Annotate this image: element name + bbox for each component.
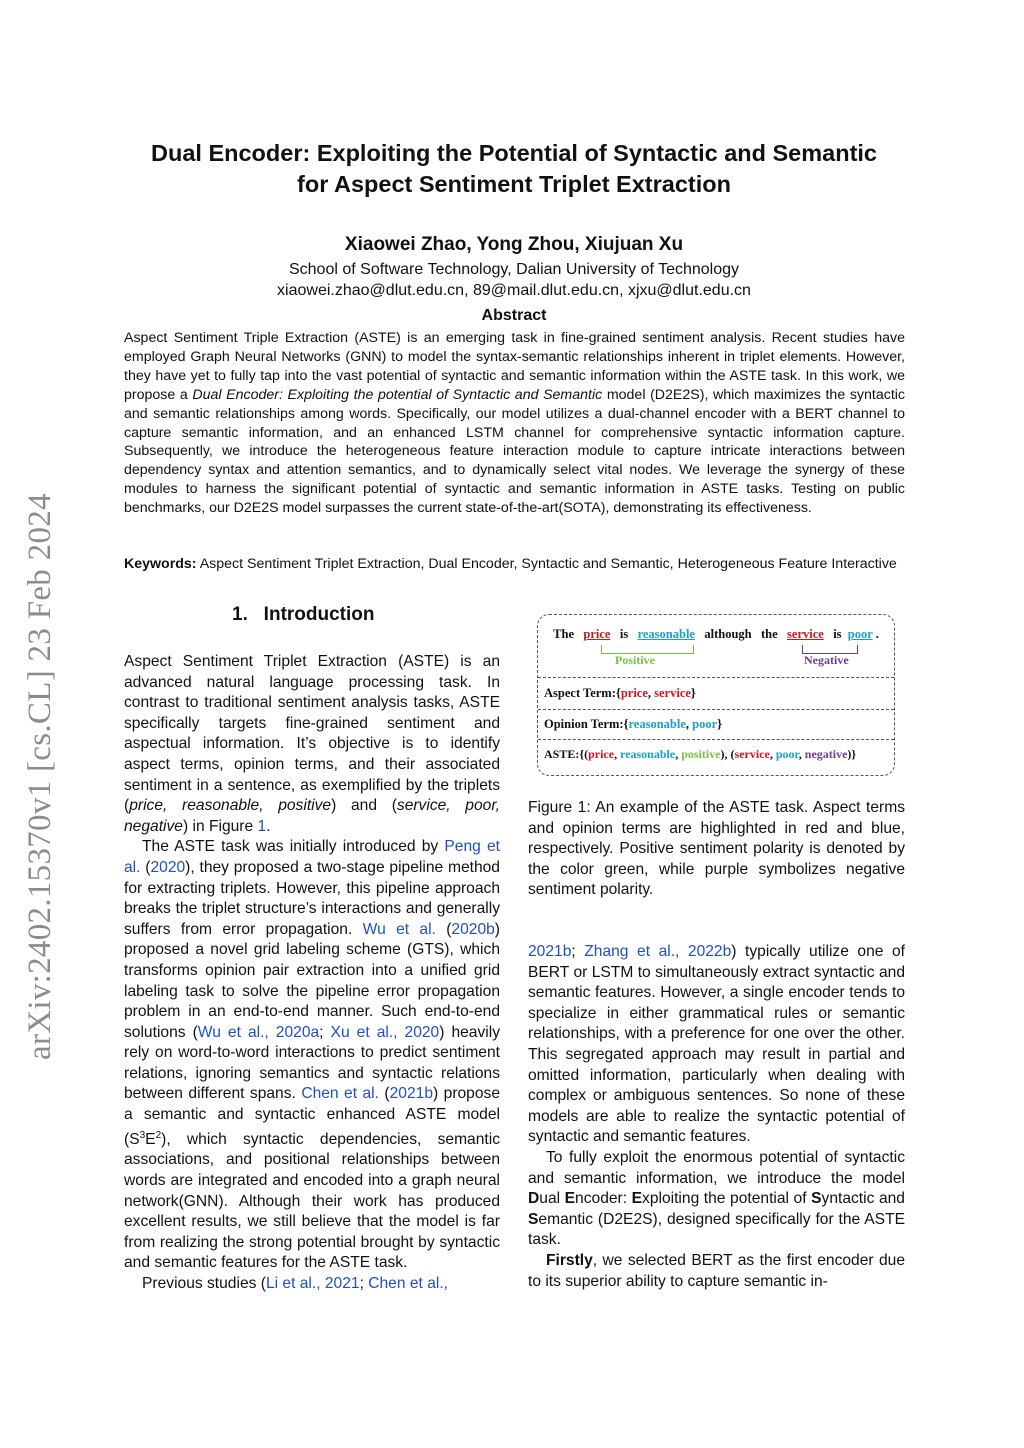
affiliation: School of Software Technology, Dalian University of Technology — [288, 261, 740, 278]
abstract-heading: Abstract — [481, 307, 547, 324]
citation-link[interactable]: Wu et al. — [362, 920, 436, 938]
opinion-word-reasonable: reasonable — [637, 627, 695, 641]
abstract-text: model (D2E2S), which maximizes the syntactic and semantic relationships among words. Specifically, our model utilizes a dual-channel encoder with a BERT channel to capture semantic information, and an enhanced LSTM channel for comprehensive syntactic information capture. Subsequently, we introduce the heterogeneous feature interaction module to capture intricate interactions between dependency syntax and attention semantics, and to dynamically select vital nodes. We leverage the synergy of these modules to harness the significant potential of syntactic and semantic information in ASTE tasks. Testing on public benchmarks, our D2E2S model surpasses the current state-of-the-art(SOTA), demonstrating its effectiveness. — [124, 386, 906, 517]
abstract-body — [124, 329, 905, 518]
citation-link[interactable]: Chen et al., — [368, 1275, 449, 1292]
title-line-1: Dual Encoder: Exploiting the Potential of Syntactic and Semantic — [151, 140, 877, 166]
figure-ref-link[interactable]: 1 — [257, 817, 267, 835]
aspect-word-service: service — [787, 627, 824, 641]
paragraph: Previous studies (Li et al., 2021; Chen et al., — [142, 1275, 449, 1292]
abstract-text: Aspect Sentiment Triple Extraction (ASTE) is an emerging task in fine-grained sentiment analysis. Recent studies have employed Graph Neural Networks (GNN) to model the syntax-semantic relationships inherent in triplet elements. However, they have yet to fully tap into the vast potential of syntactic and semantic information within the ASTE task. In this work, we propose a — [124, 330, 905, 403]
citation-link[interactable]: Li et al., 2021 — [265, 1275, 360, 1292]
abstract-model-name: Dual Encoder: Exploiting the potential of Syntactic and Semantic — [192, 386, 603, 403]
paragraph: To fully exploit the enormous potential of syntactic and semantic information, we introduce the model Dual Encoder: Exploiting the potential of Syntactic and Semantic (D2E2S), designed specifically for the ASTE task. — [528, 1148, 905, 1249]
aspect-term-row: Aspect Term:{price, service} — [544, 686, 696, 700]
citation-link[interactable]: Xu et al., 2020 — [330, 1023, 440, 1041]
figure-1-box — [537, 614, 895, 776]
figure-divider — [538, 677, 894, 678]
citation-link[interactable]: Wu et al., 2020a — [197, 1023, 320, 1041]
paragraph: The ASTE task was initially introduced by Peng et al. (2020), they proposed a two-stage pipeline method for extracting triplets. However, this pipeline approach breaks the triplet structure’s interactions and generally suffers from error propagation. Wu et al. (2020b) proposed a novel grid labeling scheme (GTS), which transforms opinion pair extraction into a unified grid labeling task to solve the pipeline error propagation problem in an end-to-end manner. Such end-to-end solutions (Wu et al., 2020a; Xu et al., 2020) heavily rely on word-to-word interactions to predict sentiment relations, ignoring semantics and syntactic relations between different spans. Chen et al. (2021b) propose a semantic and syntactic enhanced ASTE model $(S^3E^2)$, which syntactic dependencies, semantic associations, and positional relationships between words are integrated and encoded into a graph neural network(GNN). Although their work has produced excellent results, we still believe that the model is far from realizing the strong potential brought by syntactic and semantic features for the ASTE task. — [124, 838, 500, 1272]
affiliation-block — [100, 259, 928, 301]
opinion-word-poor: poor — [847, 627, 873, 641]
keywords-text: Aspect Sentiment Triplet Extraction, Dual Encoder, Syntactic and Semantic, Heterogeneous Feature Interactive — [196, 556, 897, 572]
example-sentence: The price is reasonable although the service is poor . — [553, 627, 879, 641]
keywords — [124, 555, 905, 574]
citation-link[interactable]: Chen et al. — [301, 1085, 379, 1103]
figure-divider — [538, 739, 894, 740]
citation-link[interactable]: 2020b — [451, 920, 495, 938]
citation-link[interactable]: Zhang et al., 2022b — [584, 943, 732, 960]
section-heading-introduction: 1. Introduction — [232, 604, 375, 625]
paragraph: 2021b; Zhang et al., 2022b) typically utilize one of BERT or LSTM to simultaneously extract syntactic and semantic features. However, a single encoder tends to specialize in either grammatical rules or semantic relationships, with a preference for one over the other. This segregated approach may result in partial and omitted information, particularly when dealing with complex or ambiguous sentences. So none of these models are able to realize the syntactic potential of syntactic and semantic features. — [528, 943, 905, 1146]
arxiv-stamp: arXiv:2402.15370v1 [cs.CL] 23 Feb 2024 — [22, 493, 58, 1060]
title-line-2: for Aspect Sentiment Triplet Extraction — [297, 171, 731, 197]
paper-title — [100, 138, 928, 200]
positive-label: Positive — [615, 653, 655, 667]
negative-label: Negative — [804, 653, 849, 667]
emails: xiaowei.zhao@dlut.edu.cn, 89@mail.dlut.edu.cn, xjxu@dlut.edu.cn — [277, 282, 751, 299]
authors: Xiaowei Zhao, Yong Zhou, Xiujuan Xu — [344, 234, 684, 255]
citation-link[interactable]: Peng et al. — [124, 838, 500, 876]
paragraph: Firstly, we selected BERT as the first encoder due to its superior ability to capture semantic in- — [528, 1251, 905, 1290]
left-column — [124, 652, 500, 1295]
paragraph: Aspect Sentiment Triplet Extraction (ASTE) is an advanced natural language processing task. In contrast to traditional sentiment analysis tasks, ASTE specifically targets fine-grained sentiment and aspectual information. It’s objective is to identify aspect terms, opinion terms, and their associated sentiment in a sentence, as exemplified by the triplets (price, reasonable, positive) and (service, poor, negative) in Figure 1. — [124, 653, 500, 835]
aspect-word-price: price — [583, 627, 611, 641]
figure-divider — [538, 709, 894, 710]
opinion-term-row: Opinion Term:{reasonable, poor} — [544, 717, 723, 731]
keywords-label: Keywords: — [124, 556, 197, 572]
right-column — [528, 942, 905, 1292]
citation-link[interactable]: 2021b — [389, 1085, 433, 1103]
figure-caption: Figure 1: An example of the ASTE task. Aspect terms and opinion terms are highlighted in red and blue, respectively. Positive sentiment polarity is denoted by the color green, while purple symbolizes negative sentiment polarity. — [528, 799, 905, 899]
citation-link[interactable]: 2020 — [150, 858, 186, 876]
citation-link[interactable]: 2021b — [528, 943, 572, 960]
aste-row: ASTE:{(price, reasonable, positive), (service, poor, negative)} — [544, 747, 857, 761]
